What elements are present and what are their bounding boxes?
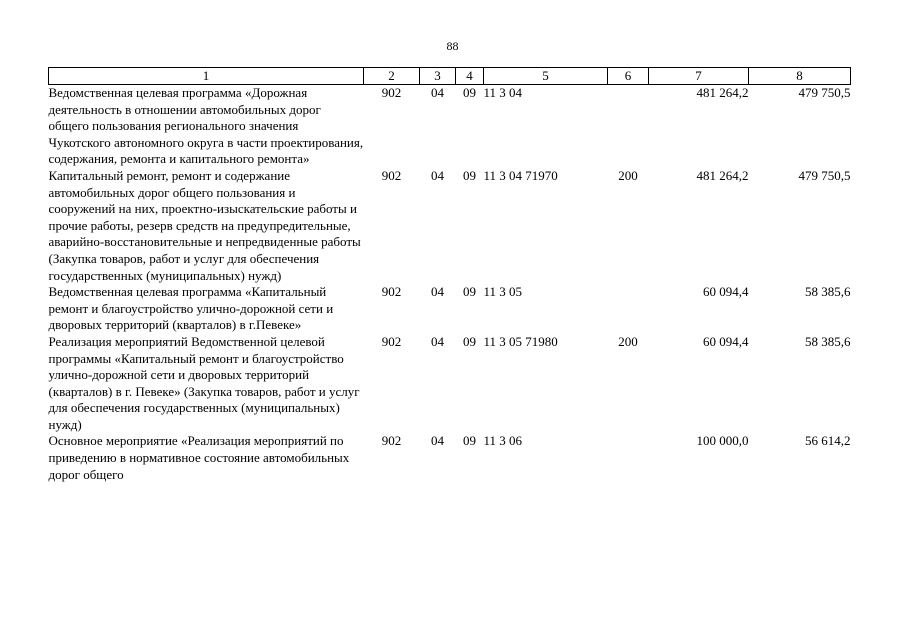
row-code-3: 04 [431,85,444,100]
row-code-5: 11 3 05 71980 [483,333,558,349]
table-header [49,68,851,85]
row-code-6 [608,284,649,334]
row-code-6: 200 [618,167,638,183]
row-code-5: 11 3 04 71970 [483,167,558,183]
table-row [49,85,851,168]
table-row [49,433,851,483]
row-code-6 [608,433,649,483]
header-col-6: 6 [608,68,649,85]
row-amount-7: 100 000,0 [696,433,749,449]
row-code-5: 11 3 05 [483,284,523,300]
row-code-3: 04 [431,333,444,349]
row-code-2: 902 [381,167,402,183]
row-amount-8: 58 385,6 [805,333,851,349]
row-code-5: 11 3 04 [483,85,523,100]
row-code-6 [608,85,649,168]
budget-table [48,67,851,483]
table-body [49,85,851,484]
row-code-2: 902 [381,433,402,449]
header-row [49,68,851,85]
header-col-5: 5 [484,68,608,85]
page-number: 88 [446,39,459,53]
row-amount-7: 481 264,2 [696,85,749,100]
row-code-5: 11 3 06 [483,433,523,449]
row-name: Реализация мероприятий Ведомственной целевой программы «Капитальный ремонт и благоустройство улично-дорожной сети и дворовых территорий (кварталов) в г. Певеке» (Закупка товаров, работ и услуг для обеспечения государственных (муниципальных) нужд) [48,333,360,432]
row-code-2: 902 [381,333,402,349]
row-amount-8: 479 750,5 [798,85,851,100]
header-col-7: 7 [649,68,749,85]
header-col-4: 4 [456,68,484,85]
row-name: Капитальный ремонт, ремонт и содержание автомобильных дорог общего пользования и сооружений на них, проектно-изыскательские работы и прочие работы, резерв средств на предупредительные, аварийно-восстановительные и непредвиденные работы (Закупка товаров, работ и услуг для обеспечения государственных (муниципальных) нужд) [48,167,361,283]
row-amount-7: 60 094,4 [703,333,749,349]
row-code-3: 04 [431,284,444,300]
table-row [49,168,851,284]
row-amount-8: 58 385,6 [805,284,851,300]
row-code-4: 09 [463,433,476,449]
header-col-2: 2 [364,68,420,85]
row-amount-8: 56 614,2 [805,433,851,449]
row-amount-8: 479 750,5 [798,167,851,183]
row-code-2: 902 [381,284,402,300]
table-row [49,334,851,434]
row-code-2: 902 [381,85,402,100]
row-code-4: 09 [463,167,476,183]
header-col-8: 8 [749,68,851,85]
header-col-3: 3 [420,68,456,85]
row-code-3: 04 [431,167,444,183]
row-amount-7: 60 094,4 [703,284,749,300]
row-code-3: 04 [431,433,444,449]
row-code-4: 09 [463,284,476,300]
row-name: Основное мероприятие «Реализация мероприятий по приведению в нормативное состояние автомобильных дорог общего [48,433,350,482]
header-col-1: 1 [49,68,364,85]
row-amount-7: 481 264,2 [696,167,749,183]
row-name: Ведомственная целевая программа «Капитальный ремонт и благоустройство улично-дорожной сети и дворовых территорий (кварталов) в г.Певеке» [48,284,334,333]
row-code-4: 09 [463,85,476,100]
row-name: Ведомственная целевая программа «Дорожная деятельность в отношении автомобильных дорог общего пользования регионального значения Чукотского автономного округа в части проектирования, содержания, ремонта и капитального ремонта» [48,85,364,167]
table-row [49,284,851,334]
row-code-6: 200 [618,333,638,349]
row-code-4: 09 [463,333,476,349]
